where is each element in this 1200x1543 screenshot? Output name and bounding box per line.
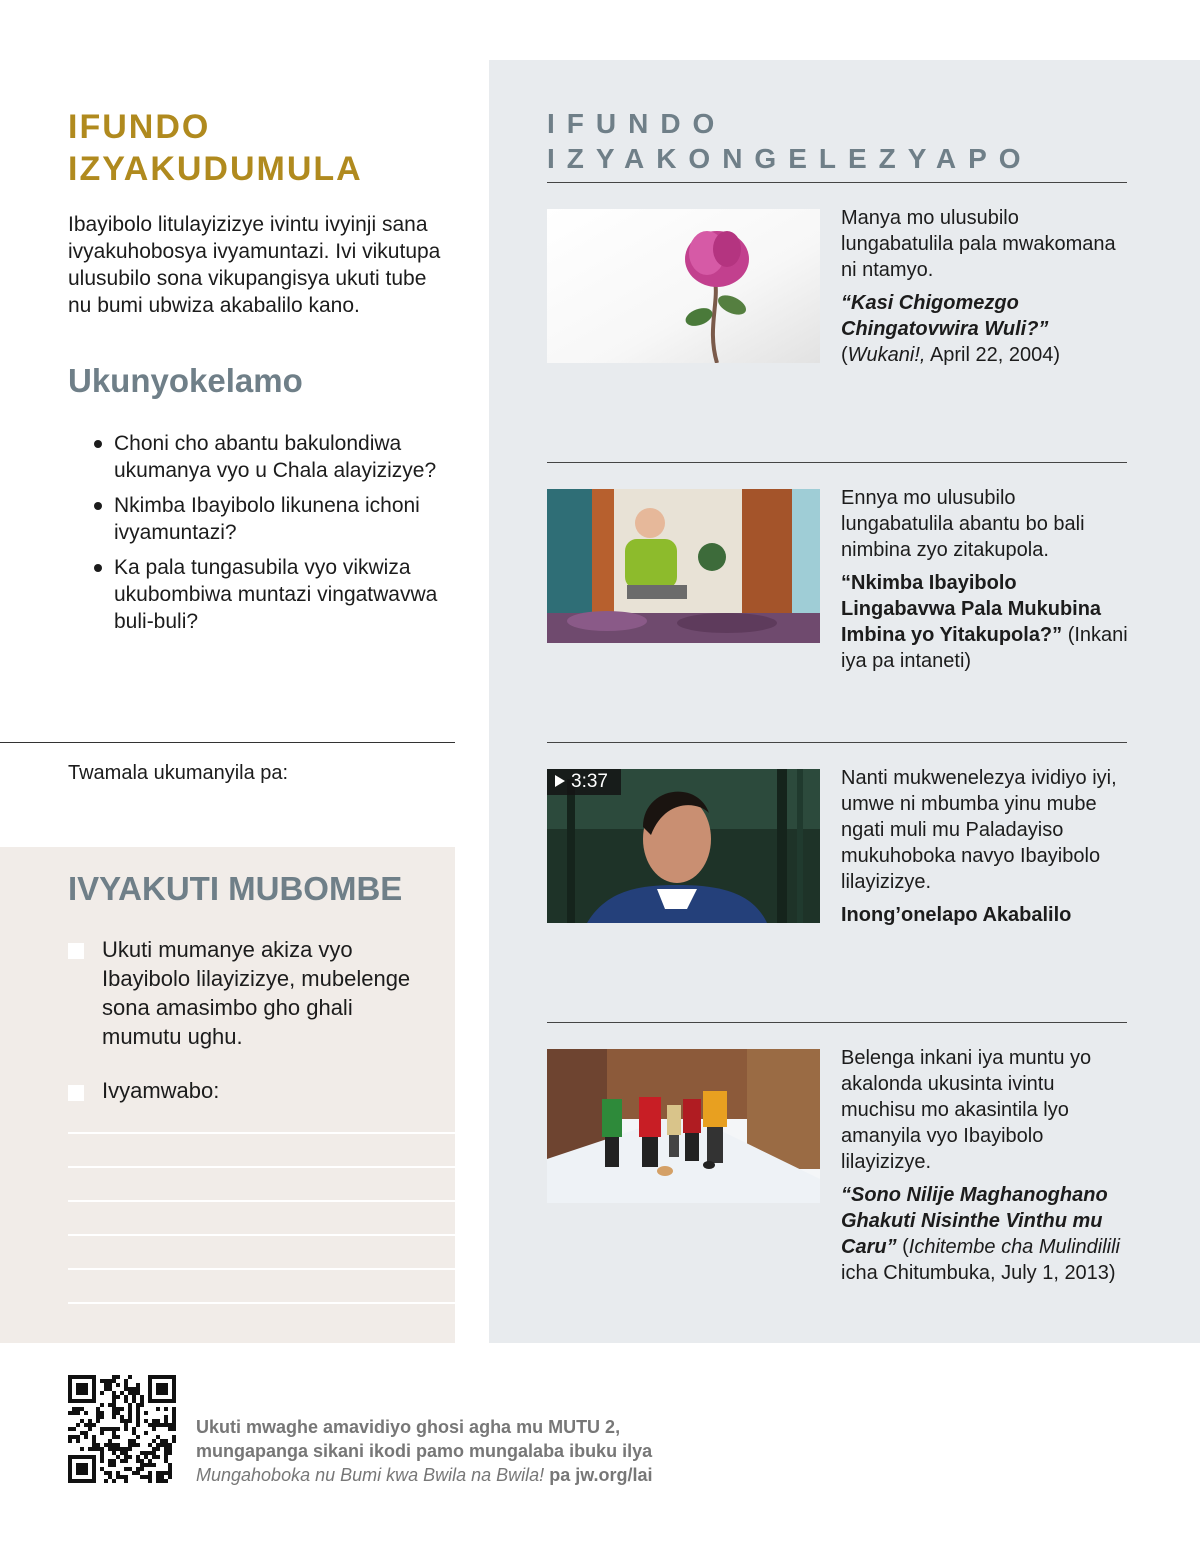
man-looking-up-video-image[interactable] — [547, 769, 820, 923]
section-rule — [547, 182, 1127, 183]
resource-item — [841, 205, 1131, 368]
resource-description: Ennya mo ulusubilo lungabatulila abantu bo bali nimbina zyo zitakupola. — [841, 487, 1085, 561]
task-checkbox[interactable] — [68, 1085, 84, 1101]
writing-line[interactable] — [68, 1200, 455, 1202]
writing-line[interactable] — [68, 1302, 455, 1304]
footer-line: mungapanga sikani ikodi pamo mungalaba ibuku ilya — [196, 1441, 653, 1461]
family-walking-in-snow-image[interactable] — [547, 1049, 820, 1203]
section-divider — [0, 742, 455, 743]
resource-description: Belenga inkani iya muntu yo akalonda ukusintа ivintu muchisu mo akasintila lyo amanyila vyo Ibayibolo lilayizizye. — [841, 1047, 1092, 1173]
resource-source — [841, 570, 1131, 674]
resource-description: Manya mo ulusubilo lungabatulila pala mwakomana ni ntamyo. — [841, 207, 1116, 281]
website-link[interactable]: pa jw.org/lai — [549, 1465, 653, 1485]
task-checkbox[interactable] — [68, 943, 84, 959]
resource-title-link[interactable]: “Nkimba Ibayibolo Lingabavwa Pala Mukubina Imbina yo Yitakupola?” — [841, 572, 1102, 646]
task-text: Ukuti mumanye akiza vyo Ibayibolo lilayizizye, mubelenge sona amasimbo gho ghali mumutu ughu. — [102, 937, 411, 1049]
resource-title-link[interactable]: “Kasi Chigomezgo Chingatovwira Wuli?” — [841, 292, 1049, 340]
resource-title-link[interactable]: “Sono Nilije Maghanoghano Ghakuti Nisinthe Vinthu mu Caru” — [841, 1184, 1108, 1258]
resource-source: “Kasi Chigomezgo Chingatovwira Wuli?” (Wukani!, April 22, 2004) — [841, 292, 1061, 366]
pink-flower-image[interactable] — [547, 209, 820, 363]
writing-line[interactable] — [68, 1132, 455, 1134]
publication-name: Ichitembe cha Mulindilili — [908, 1236, 1120, 1258]
publication-name: Wukani!, — [847, 344, 926, 366]
review-question: Nkimba Ibayibolo likunena ichoni ivyamuntazi? — [92, 492, 462, 546]
publication-details: April 22, 2004) — [929, 344, 1061, 366]
resource-item — [841, 765, 1131, 928]
section-rule — [547, 462, 1127, 463]
review-heading: Ukunyokelamo — [68, 362, 303, 399]
summary-heading: IFUNDO IZYAKUDUMULA — [68, 108, 363, 188]
summary-text: Ibayibolo litulayizizye ivintu ivyinji sana ivyakuhobosya ivyamuntazi. Ivi vikutupa ulusubilo sona vikupangisya ukuti tube nu bumi ubwiza akabalilo kano. — [68, 213, 441, 317]
writing-line[interactable] — [68, 1166, 455, 1168]
explore-heading: IFUNDO IZYAKONGELEZYAPO — [547, 108, 1033, 174]
resource-item — [841, 485, 1131, 674]
publication-details: icha Chitumbuka, July 1, 2013) — [841, 1262, 1116, 1284]
man-in-wheelchair-image[interactable] — [547, 489, 820, 643]
video-duration: 3:37 — [571, 771, 608, 792]
play-icon — [555, 775, 565, 787]
review-question: Choni cho abantu bakulondiwa ukumanya vyo u Chala alayizizye? — [92, 430, 462, 484]
review-date-label: Twamala ukumanyila pa: — [68, 762, 289, 784]
resource-source: “Sono Nilije Maghanoghano Ghakuti Nisinthe Vinthu mu Caru” (Ichitembe cha Mulindilili icha Chitumbuka, July 1, 2013) — [841, 1184, 1120, 1284]
publication-details: (Inkani iya pa intaneti) — [841, 624, 1128, 672]
qr-code-icon[interactable] — [68, 1375, 176, 1483]
footer-note — [196, 1415, 796, 1487]
video-duration-badge — [547, 769, 621, 795]
task-text: Ivyamwabo: — [102, 1078, 220, 1103]
resource-title-link[interactable]: Inong’onelapo Akabalilo — [841, 904, 1072, 926]
review-question-list — [92, 430, 462, 643]
writing-line[interactable] — [68, 1268, 455, 1270]
review-question: Ka pala tungasubila vyo vikwiza ukubombiwa muntazi vingatwavwa buli-buli? — [92, 554, 462, 635]
resource-item — [841, 1045, 1131, 1286]
footer-line: Ukuti mwaghe amavidiyo ghosi agha mu MUTU 2, — [196, 1417, 621, 1437]
section-rule — [547, 742, 1127, 743]
assignment-heading: IVYAKUTI MUBOMBE — [68, 870, 403, 907]
resource-description: Nanti mukwenelezya ividiyo iyi, umwe ni mbumba yinu mube ngati muli mu Paladayiso mukuhoboka navyo Ibayibolo lilayizizye. — [841, 767, 1117, 893]
section-rule — [547, 1022, 1127, 1023]
book-title: Mungahoboka nu Bumi kwa Bwila na Bwila! — [196, 1465, 545, 1485]
writing-line[interactable] — [68, 1234, 455, 1236]
